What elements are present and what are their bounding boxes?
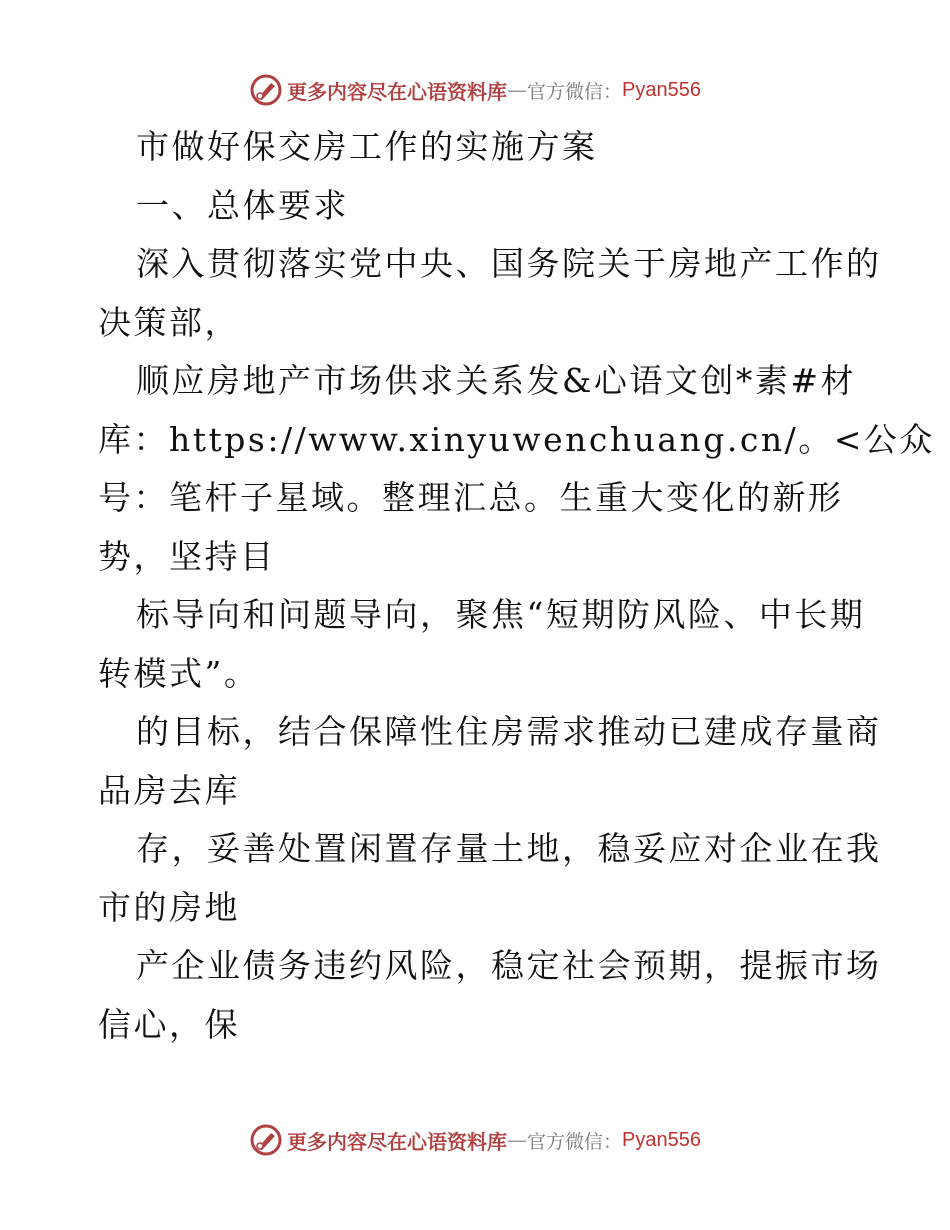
banner-wechat-id: Pyan556 — [622, 1128, 701, 1151]
banner-wechat-label: 官方微信： — [527, 1130, 623, 1153]
document-body — [98, 118, 935, 1054]
banner-wechat-label: 官方微信： — [527, 80, 623, 103]
paragraph-line: 号：笔杆子星域。整理汇总。生重大变化的新形 — [98, 478, 844, 517]
banner-wechat-id: Pyan556 — [622, 78, 701, 101]
paragraph-line: 品房去库 — [98, 770, 240, 810]
paragraph-line: 转模式”。 — [98, 653, 260, 693]
paragraph-line: 的目标，结合保障性住房需求推动已建成存量商 — [136, 712, 882, 751]
paragraph-line: 标导向和问题导向，聚焦“短期防风险、中长期 — [136, 595, 866, 634]
footer-watermark-banner — [0, 1120, 950, 1160]
banner-separator: — — [507, 1128, 527, 1152]
banner-main-text: 更多内容尽在心语资料库 — [287, 1129, 507, 1154]
quill-logo-icon — [249, 1123, 283, 1157]
paragraph-line: 深入贯彻落实党中央、国务院关于房地产工作的 — [136, 244, 882, 283]
paragraph-line: 库：https://www.xinyuwenchuang.cn/。<公众 — [98, 419, 935, 459]
paragraph-line: 产企业债务违约风险，稳定社会预期，提振市场 — [136, 946, 882, 985]
banner-separator: — — [507, 78, 527, 102]
paragraph-line: 信心，保 — [98, 1004, 240, 1044]
paragraph-line: 顺应房地产市场供求关系发&心语文创*素#材 — [136, 361, 857, 400]
paragraph-line: 决策部， — [98, 302, 240, 342]
document-title: 市做好保交房工作的实施方案 — [136, 127, 598, 166]
quill-logo-icon — [249, 73, 283, 107]
paragraph-line: 市的房地 — [98, 887, 240, 927]
paragraph-line: 存，妥善处置闲置存量土地，稳妥应对企业在我 — [136, 829, 882, 868]
header-watermark-banner — [0, 70, 950, 110]
banner-main-text: 更多内容尽在心语资料库 — [287, 79, 507, 104]
paragraph-line: 势，坚持目 — [98, 536, 276, 576]
section-heading: 一、总体要求 — [136, 185, 349, 225]
